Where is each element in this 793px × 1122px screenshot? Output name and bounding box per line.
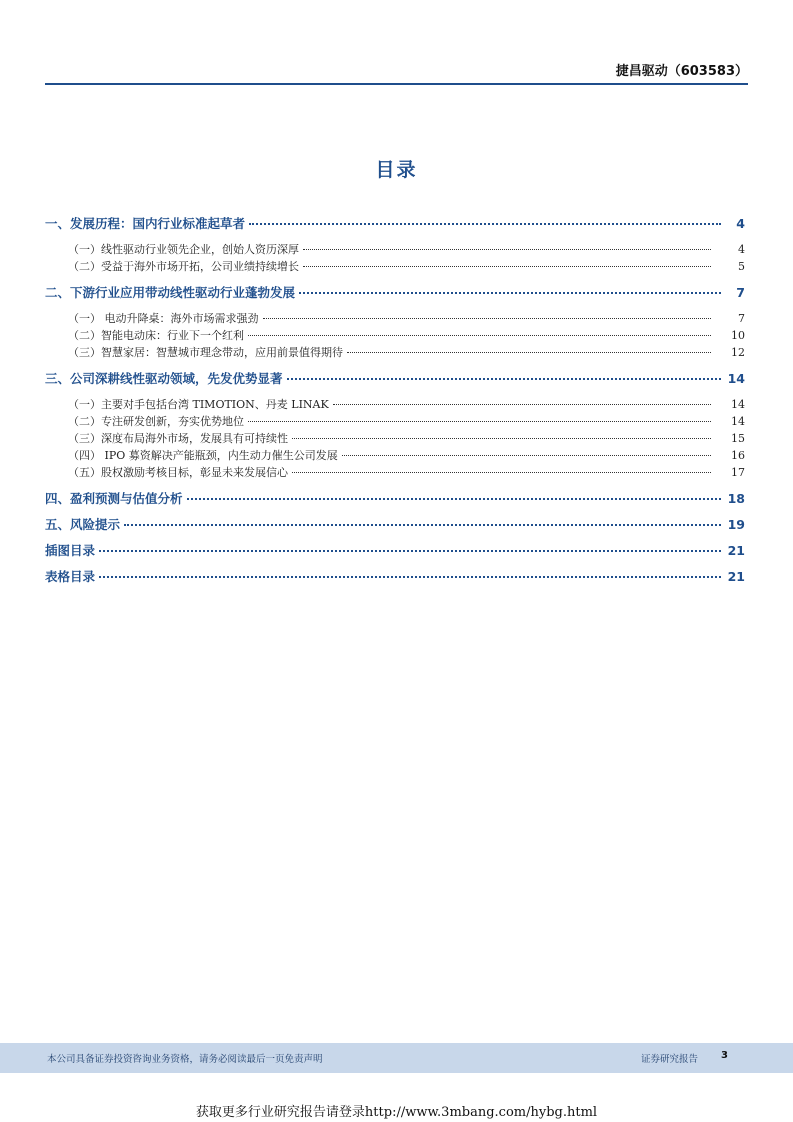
toc-entry[interactable]: [68, 396, 745, 412]
toc-entry[interactable]: [68, 310, 745, 326]
toc-entry-label: （三）深度布局海外市场，发展具有可持续性: [68, 432, 288, 445]
toc-entry-page: 18: [727, 491, 745, 506]
toc-leader: [299, 292, 721, 294]
toc-leader: [99, 576, 721, 578]
toc-leader: [303, 266, 711, 267]
toc-entry-page: 14: [727, 371, 745, 386]
toc-leader: [99, 550, 721, 552]
toc-entry-page: 14: [731, 415, 745, 428]
toc-leader: [263, 318, 712, 319]
toc-entry-page: 5: [738, 260, 745, 273]
toc-entry[interactable]: [45, 283, 745, 301]
toc-leader: [249, 223, 721, 225]
toc-entry-label: （一）线性驱动行业领先企业，创始人资历深厚: [68, 243, 299, 256]
toc-entry-label: 一、发展历程：国内行业标准起草者: [45, 216, 246, 231]
toc-entry-label: 三、公司深耕线性驱动领域，先发优势显著: [45, 371, 283, 386]
toc-entry[interactable]: [45, 214, 745, 232]
toc-leader: [347, 352, 711, 353]
toc-leader: [248, 335, 711, 336]
toc-entry-label: （二）受益于海外市场开拓，公司业绩持续增长: [68, 260, 299, 273]
toc-entry-page: 4: [738, 243, 745, 256]
toc-entry[interactable]: [68, 413, 745, 429]
toc-leader: [342, 455, 711, 456]
toc-entry-label: （三）智慧家居：智慧城市理念带动，应用前景值得期待: [68, 346, 343, 359]
toc-entry-label: 二、下游行业应用带动线性驱动行业蓬勃发展: [45, 285, 296, 300]
toc-entry[interactable]: [68, 327, 745, 343]
toc-leader: [303, 249, 711, 250]
footer-page-number: 3: [721, 1050, 728, 1061]
toc-entry[interactable]: [68, 464, 745, 480]
toc-entry[interactable]: [68, 447, 745, 463]
toc-entry-label: （二）专注研发创新，夯实优势地位: [68, 415, 244, 428]
footer-report-label: 证券研究报告: [640, 1054, 698, 1065]
toc-entry[interactable]: [45, 541, 745, 559]
toc-entry[interactable]: [45, 489, 745, 507]
toc-entry[interactable]: [68, 241, 745, 257]
toc-entry-page: 21: [727, 569, 745, 584]
toc-entry-page: 19: [727, 517, 745, 532]
toc-entry-label: （二）智能电动床：行业下一个红利: [68, 329, 244, 342]
toc-leader: [333, 404, 711, 405]
report-header-title: 捷昌驱动（603583）: [615, 64, 748, 79]
toc-leader: [292, 472, 711, 473]
toc-entry-label: （四） IPO 募资解决产能瓶颈，内生动力催生公司发展: [68, 449, 338, 462]
toc-entry-page: 21: [727, 543, 745, 558]
toc-entry[interactable]: [68, 430, 745, 446]
toc-entry-page: 7: [736, 285, 745, 300]
toc-entry-page: 12: [731, 346, 745, 359]
toc-entry-label: 表格目录: [45, 569, 96, 584]
toc-entry-label: （一） 电动升降桌：海外市场需求强劲: [68, 312, 259, 325]
toc-entry-page: 10: [731, 329, 745, 342]
toc-title: 目录: [375, 159, 418, 181]
toc-entry-page: 4: [736, 216, 745, 231]
toc-entry-label: 五、风险提示: [45, 517, 121, 532]
toc-entry-label: （五）股权激励考核目标，彰显未来发展信心: [68, 466, 288, 479]
toc-leader: [248, 421, 711, 422]
toc-entry-page: 7: [738, 312, 745, 325]
bottom-promo-link[interactable]: 获取更多行业研究报告请登录http://www.3mbang.com/hybg.html: [195, 1105, 598, 1120]
toc-entry-label: 插图目录: [45, 543, 96, 558]
toc-leader: [287, 378, 721, 380]
toc-leader: [124, 524, 721, 526]
toc-leader: [292, 438, 711, 439]
toc-entry[interactable]: [45, 515, 745, 533]
toc-entry[interactable]: [45, 369, 745, 387]
toc-entry-label: （一）主要对手包括台湾 TIMOTION、丹麦 LINAK: [68, 398, 329, 411]
toc-entry[interactable]: [68, 344, 745, 360]
toc-entry-label: 四、盈利预测与估值分析: [45, 491, 183, 506]
toc-entry-page: 14: [731, 398, 745, 411]
toc-leader: [187, 498, 721, 500]
toc-entry[interactable]: [68, 258, 745, 274]
footer-disclaimer: 本公司具备证券投资咨询业务资格，请务必阅读最后一页免责声明: [47, 1054, 323, 1065]
toc-entry-page: 17: [731, 466, 745, 479]
toc-entry[interactable]: [45, 567, 745, 585]
header-divider: [45, 83, 748, 85]
toc-entry-page: 15: [731, 432, 745, 445]
toc-entry-page: 16: [731, 449, 745, 462]
